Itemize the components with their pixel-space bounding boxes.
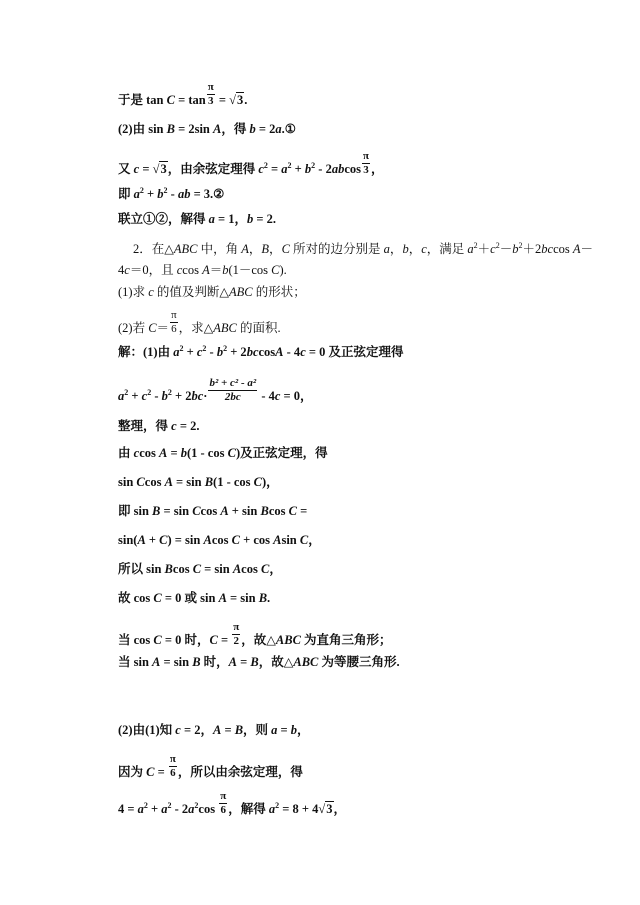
fraction-pi-over-6: $\frac{\pi}{6}$ bbox=[169, 753, 176, 779]
line-18: 故 cos C = 0 或 sin A = sin B. bbox=[118, 591, 271, 605]
line-20: 当 sin A = sin B 时，A = B，故△ABC 为等腰三角形. bbox=[118, 655, 400, 669]
line-12: 整理，得 c = 2. bbox=[118, 419, 200, 433]
line-4: 即 $a^2 + b^2$ - ab = 3.② bbox=[118, 185, 225, 201]
line-22: 因为 C = $\frac{\pi}{6}$ ，所以由余弦定理，得 bbox=[118, 753, 303, 779]
line-10: 解：(1)由 $a^2 + c^2 - b^2 + 2bccosA - 4c = 0$ 及正弦定理得 bbox=[118, 343, 404, 359]
sqrt-3: √3 bbox=[152, 162, 167, 176]
line-2: (2)由 sin B = 2sin A，得 b = 2a.① bbox=[118, 122, 296, 136]
line-5: 联立①②，解得 a = 1，b = 2. bbox=[118, 212, 277, 226]
line-19: 当 cos C = 0 时，C = $\frac{\pi}{2}$ ，故△ABC 为直角三角形； bbox=[118, 621, 392, 647]
line-21: (2)由(1)知 c = 2，A = B，则 a = b， bbox=[118, 723, 310, 737]
sqrt-3: √3 bbox=[229, 93, 244, 107]
line-16: sin(A + C) = sin Acos C + cos Asin C， bbox=[118, 533, 321, 547]
fraction-pi-over-6: $\frac{\pi}{6}$ bbox=[171, 309, 177, 335]
fraction-cosine-expression: $\frac{\text{b² + c² - a²}}{2bc}$ bbox=[209, 377, 257, 403]
fraction-pi-over-3: $\frac{\pi}{3}$ bbox=[363, 150, 370, 176]
line-13: 由 ccos A = b(1 - cos C)及正弦定理，得 bbox=[118, 446, 328, 460]
line-15: 即 sin B = sin Ccos A + sin Bcos C = bbox=[118, 504, 308, 518]
line-11: $a^2 + c^2 - b^2 + 2bc\cdot$ $\frac{\text{b² + c² - a²}}{2bc}$ - 4c = 0， bbox=[118, 377, 313, 403]
sqrt-3: √3 bbox=[318, 802, 333, 816]
fraction-pi-over-6: $\frac{\pi}{6}$ bbox=[220, 790, 227, 816]
line-6-problem: 2．在△ABC 中，角 A，B，C 所对的边分别是 a，b，c，满足 $a^2+c^2-b^2+2bccos$ A－ bbox=[133, 240, 594, 256]
fraction-pi-over-2: $\frac{\pi}{2}$ bbox=[233, 621, 240, 647]
line-7-problem: 4c＝0，且 ccos A＝b(1－cos C). bbox=[118, 263, 287, 277]
line-1: 于是 tan C = tan $\frac{\pi}{3}$ = √3. bbox=[118, 81, 248, 107]
line-9-question-2: (2)若 C＝ $\frac{\pi}{6}$ ，求△ABC 的面积. bbox=[118, 309, 281, 335]
line-23: $4 = a^2 + a^2 - 2a^2\cos$ $\frac{\pi}{6}$ ，解得 $a^2 = 8 + 4√3$， bbox=[118, 790, 347, 816]
fraction-pi-over-3: $\frac{\pi}{3}$ bbox=[207, 81, 214, 107]
line-8-question-1: (1)求 c 的值及判断△ABC 的形状； bbox=[118, 285, 306, 299]
line-3: 又 c = √3，由余弦定理得 $c^2 = a^2 + b^2 - 2abcos$ $\frac{\pi}{3}$ ， bbox=[118, 150, 384, 176]
line-17: 所以 sin Bcos C = sin Acos C， bbox=[118, 562, 282, 576]
line-14: sin Ccos A = sin B(1 - cos C)， bbox=[118, 475, 279, 489]
